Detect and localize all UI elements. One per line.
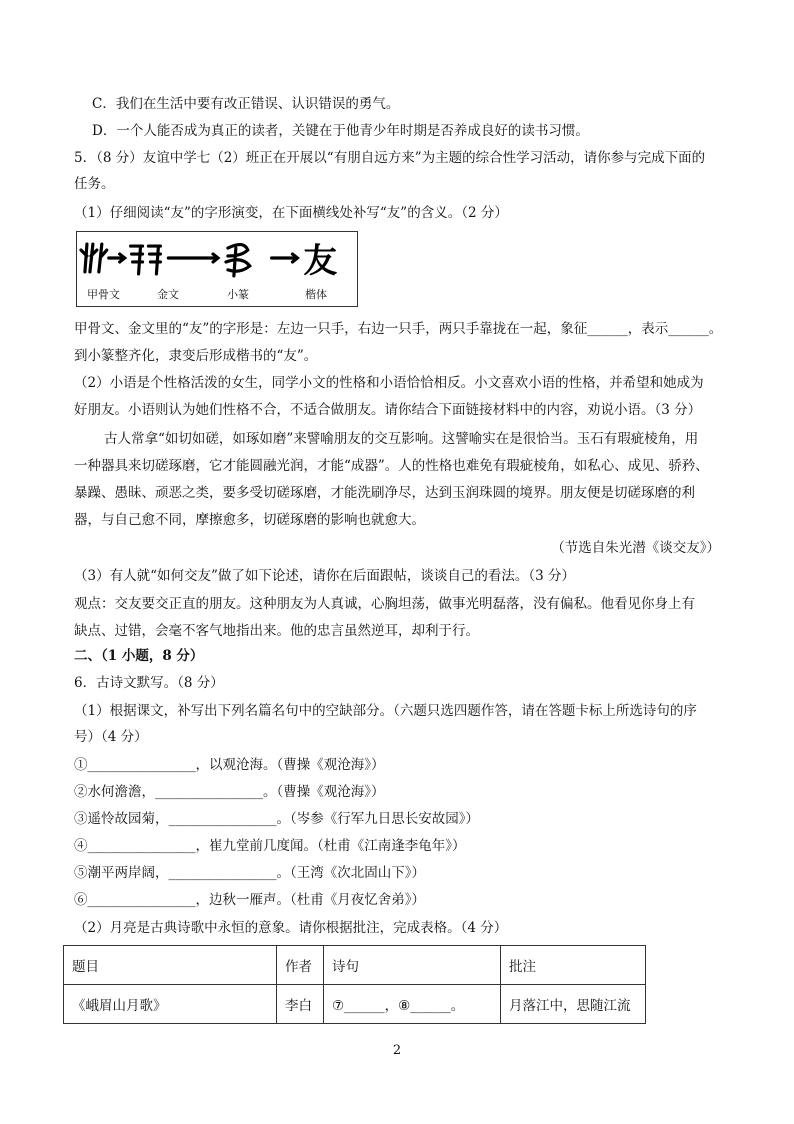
table-row: [64, 985, 646, 1024]
answer-line-1: 甲骨文、金文里的“友”的字形是：左边一只手，右边一只手，两只手靠拢在一起，象征______，表示______。: [74, 321, 723, 337]
fill-blank-2: ②水何澹澹，________________。（曹操《观沧海》）: [74, 784, 385, 800]
glyph-evolution-drawing: [77, 236, 357, 280]
answer-line-2: 到小篆整齐化，隶变后形成楷书的“友”。: [74, 348, 318, 364]
question-5-sub-3: （3）有人就“如何交友”做了如下论述，请你在后面跟帖，谈谈自己的看法。（3 分）: [74, 568, 576, 584]
question-5-line-1: 5．（8 分）友谊中学七（2）班正在开展以“有朋自远方来”为主题的综合性学习活动，请你参与完成下面的: [74, 150, 706, 166]
question-6-sub-1-line-1: （1）根据课文，补写出下列名篇名句中的空缺部分。（六题只选四题作答，请在答题卡标上所选诗句的序: [74, 703, 697, 719]
passage-line-1: 古人常拿“如切如磋，如琢如磨”来譬喻朋友的交互影响。这譬喻实在是很恰当。玉石有瑕疵棱角，用: [104, 431, 699, 447]
caption-oracle-bone: 甲骨文: [87, 288, 120, 301]
option-d: D．一个人能否成为真正的读者，关键在于他青少年时期是否养成良好的读书习惯。: [92, 123, 589, 139]
page-number: 2: [392, 1043, 402, 1058]
table-header-row: [64, 946, 646, 985]
passage-line-2: 一种器具来切磋琢磨，它才能圆融光润，才能“成器”。人的性格也难免有瑕疵棱角，如私心、成见、骄矜、: [74, 458, 709, 474]
passage-source: （节选自朱光潜《谈交友》）: [551, 540, 720, 556]
option-c: C．我们在生活中要有改正错误、认识错误的勇气。: [92, 96, 400, 112]
fill-blank-1: ①________________，以观沧海。（曹操《观沧海》）: [74, 757, 385, 773]
cell-author: 李白: [277, 985, 324, 1024]
caption-bronze: 金文: [157, 288, 179, 301]
fill-blank-6: ⑥________________，边秋一雁声。（杜甫《月夜忆舍弟》）: [74, 892, 425, 908]
question-5-sub-1: （1）仔细阅读“友”的字形演变，在下面横线处补写“友”的含义。（2 分）: [74, 205, 508, 221]
fill-blank-3: ③遥怜故园菊，________________。（岑参《行军九日思长安故园》）: [74, 811, 479, 827]
header-note: 批注: [501, 946, 646, 985]
question-5-sub-2-line-1: （2）小语是个性格活泼的女生，同学小文的性格和小语恰恰相反。小文喜欢小语的性格，并希望和她成为: [74, 375, 704, 391]
header-verse: 诗句: [324, 946, 501, 985]
fill-blank-4: ④________________，崔九堂前几度闻。（杜甫《江南逢李龟年》）: [74, 838, 466, 854]
question-6-sub-2: （2）月亮是古典诗歌中永恒的意象。请你根据批注，完成表格。（4 分）: [74, 920, 508, 936]
cell-note: 月落江中，思随江流: [501, 985, 646, 1024]
question-5-sub-2-line-2: 好朋友。小语则认为她们性格不合，不适合做朋友。请你结合下面链接材料中的内容，劝说小语。（3 分）: [74, 402, 702, 418]
question-5-line-2: 任务。: [74, 176, 115, 192]
moon-poem-table: [63, 945, 646, 1024]
viewpoint-line-2: 缺点、过错，会毫不客气地指出来。他的忠言虽然逆耳，却利于行。: [74, 623, 479, 639]
passage-line-4: 器，与自己愈不同，摩擦愈多，切磋琢磨的影响也就愈大。: [74, 512, 425, 528]
kai-character: 友: [303, 239, 338, 280]
caption-regular: 楷体: [305, 288, 327, 301]
caption-seal: 小篆: [227, 288, 249, 301]
question-6-sub-1-line-2: 号）（4 分）: [74, 729, 148, 745]
header-author: 作者: [277, 946, 324, 985]
cell-verse[interactable]: ⑦______，⑧______。: [324, 985, 501, 1024]
passage-line-3: 暴躁、愚昧、顽恶之类，要多受切磋琢磨，才能洗刷净尽，达到玉润珠圆的境界。朋友便是切磋琢磨的利: [74, 485, 695, 501]
viewpoint-line-1: 观点：交友要交正直的朋友。这种朋友为人真诚，心胸坦荡，做事光明磊落，没有偏私。他看见你身上有: [74, 596, 695, 612]
fill-blank-5: ⑤潮平两岸阔，________________。（王湾《次北固山下》）: [74, 865, 425, 881]
cell-title: 《峨眉山月歌》: [64, 985, 277, 1024]
character-evolution-figure: [76, 231, 358, 307]
question-6: 6．古诗文默写。（8 分）: [74, 675, 224, 691]
section-2-heading: 二、（1 小题，8 分）: [74, 648, 204, 664]
header-title: 题目: [64, 946, 277, 985]
